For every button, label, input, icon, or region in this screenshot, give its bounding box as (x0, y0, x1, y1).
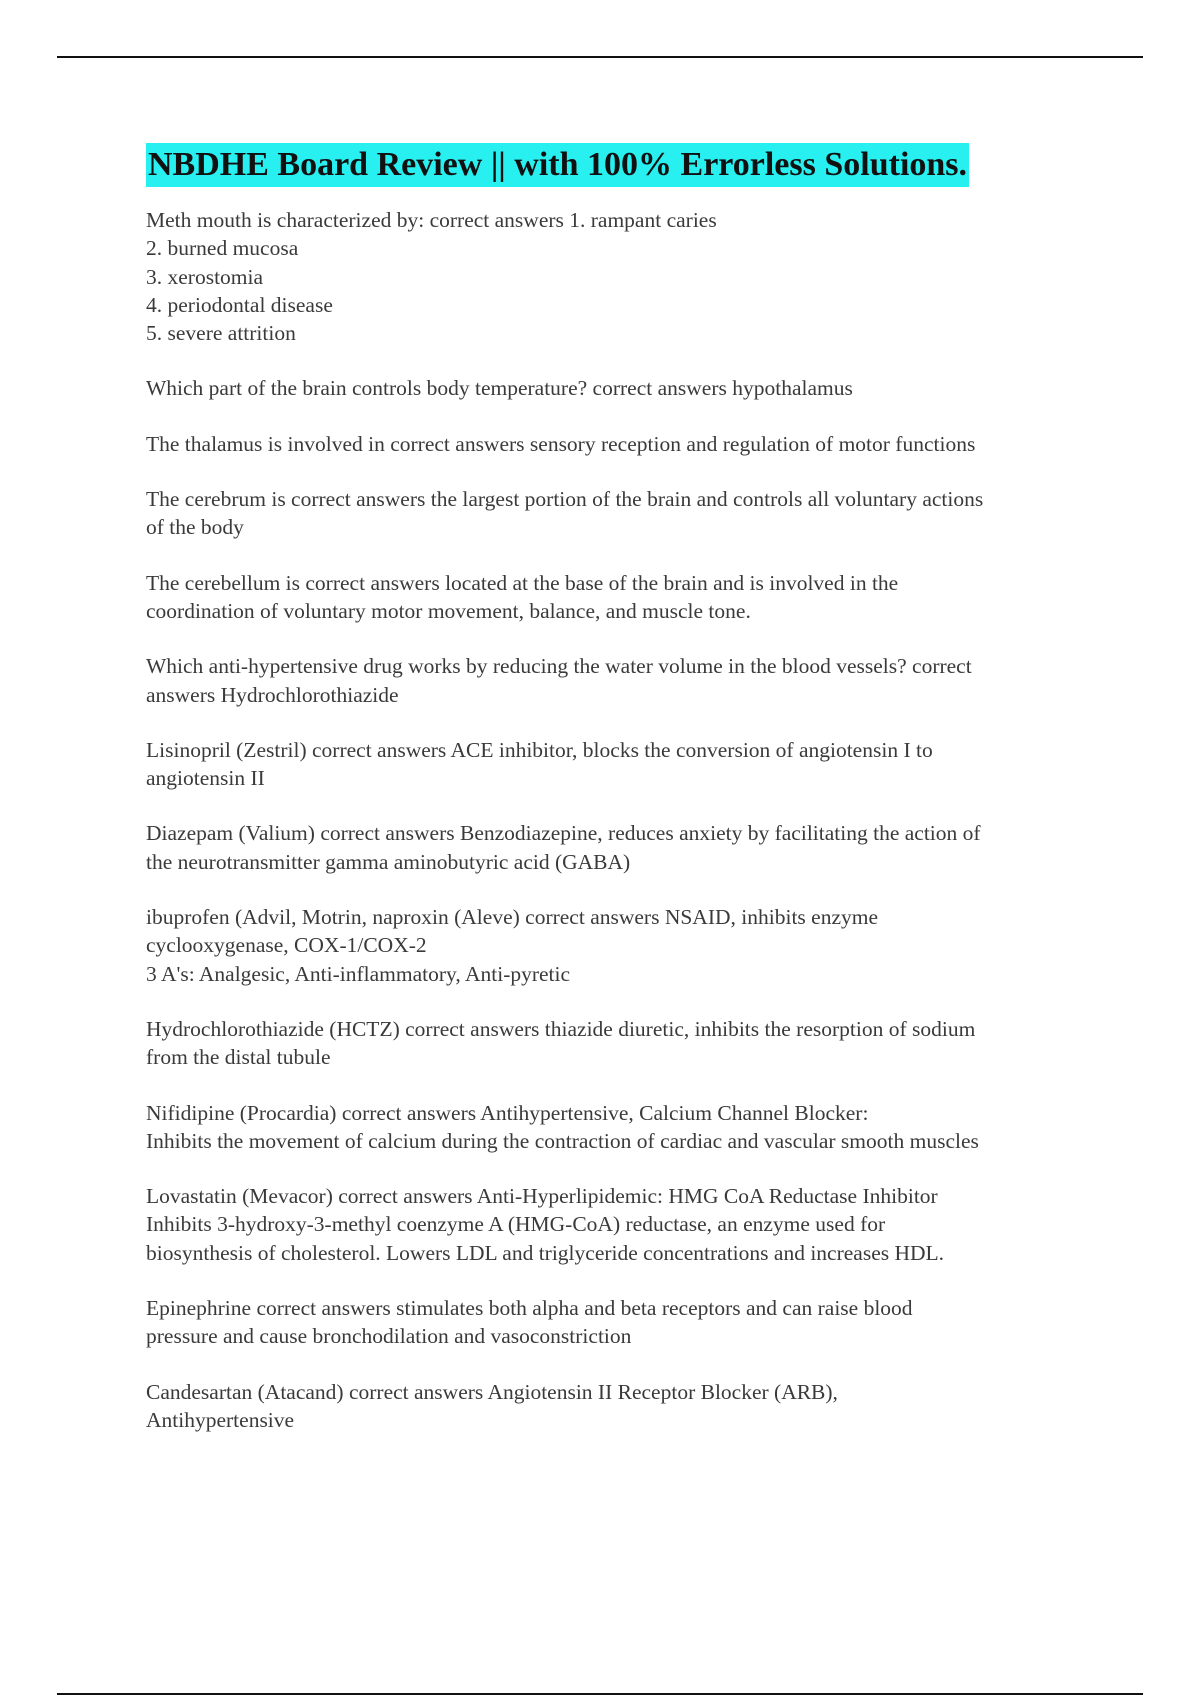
qa-entry (146, 1015, 1096, 1072)
qa-entry (146, 903, 1096, 988)
qa-entry (146, 1378, 1096, 1435)
document-body (146, 143, 1096, 1461)
qa-entry-list (146, 206, 1096, 1434)
entry-line: Inhibits 3-hydroxy-3-methyl coenzyme A (HMG-CoA) reductase, an enzyme used for (146, 1212, 886, 1237)
entry-line: Inhibits the movement of calcium during the contraction of cardiac and vascular smooth muscles (146, 1128, 979, 1153)
entry-line: Nifidipine (Procardia) correct answers Antihypertensive, Calcium Channel Blocker: (146, 1100, 869, 1125)
entry-line: The cerebellum is correct answers located at the base of the brain and is involved in the (146, 570, 899, 595)
qa-entry (146, 1182, 1096, 1267)
qa-entry (146, 206, 1096, 347)
entry-line: The thalamus is involved in correct answers sensory reception and regulation of motor functions (146, 431, 976, 456)
qa-entry (146, 1294, 1096, 1351)
footer-rule (57, 1693, 1143, 1695)
header-rule (57, 56, 1143, 58)
entry-line: Diazepam (Valium) correct answers Benzodiazepine, reduces anxiety by facilitating the action of (146, 821, 981, 846)
entry-line: cyclooxygenase, COX-1/COX-2 (146, 933, 427, 958)
entry-line: 4. periodontal disease (146, 292, 333, 317)
entry-line: Which anti-hypertensive drug works by reducing the water volume in the blood vessels? correct (146, 654, 972, 679)
qa-entry (146, 485, 1096, 542)
entry-line: angiotensin II (146, 766, 265, 791)
document-title: NBDHE Board Review || with 100% Errorless Solutions. (146, 143, 969, 187)
qa-entry (146, 652, 1096, 709)
entry-line: Lisinopril (Zestril) correct answers ACE inhibitor, blocks the conversion of angiotensin I to (146, 737, 933, 762)
qa-entry (146, 819, 1096, 876)
entry-line: The cerebrum is correct answers the largest portion of the brain and controls all voluntary actions (146, 487, 984, 512)
qa-entry (146, 1099, 1096, 1156)
qa-entry (146, 374, 1096, 402)
entry-line: of the body (146, 515, 244, 540)
entry-line: Candesartan (Atacand) correct answers Angiotensin II Receptor Blocker (ARB), (146, 1379, 838, 1404)
qa-entry (146, 569, 1096, 626)
entry-line: pressure and cause bronchodilation and vasoconstriction (146, 1324, 632, 1349)
entry-line: Hydrochlorothiazide (HCTZ) correct answers thiazide diuretic, inhibits the resorption of sodium (146, 1016, 976, 1041)
entry-line: 3 A's: Analgesic, Anti-inflammatory, Anti-pyretic (146, 961, 571, 986)
entry-line: from the distal tubule (146, 1045, 331, 1070)
entry-line: 2. burned mucosa (146, 236, 299, 261)
entry-line: ibuprofen (Advil, Motrin, naproxin (Aleve) correct answers NSAID, inhibits enzyme (146, 905, 879, 930)
entry-line: 5. severe attrition (146, 321, 296, 346)
entry-line: Epinephrine correct answers stimulates both alpha and beta receptors and can raise blood (146, 1296, 913, 1321)
qa-entry (146, 736, 1096, 793)
entry-line: Which part of the brain controls body temperature? correct answers hypothalamus (146, 376, 853, 401)
entry-line: the neurotransmitter gamma aminobutyric acid (GABA) (146, 849, 631, 874)
entry-line: biosynthesis of cholesterol. Lowers LDL and triglyceride concentrations and increases HDL. (146, 1240, 945, 1265)
entry-line: Meth mouth is characterized by: correct answers 1. rampant caries (146, 208, 717, 232)
entry-line: coordination of voluntary motor movement, balance, and muscle tone. (146, 598, 751, 623)
qa-entry (146, 430, 1096, 458)
entry-line: 3. xerostomia (146, 264, 264, 289)
entry-line: answers Hydrochlorothiazide (146, 682, 399, 707)
entry-line: Lovastatin (Mevacor) correct answers Anti-Hyperlipidemic: HMG CoA Reductase Inhibitor (146, 1184, 938, 1209)
entry-line: Antihypertensive (146, 1407, 295, 1432)
